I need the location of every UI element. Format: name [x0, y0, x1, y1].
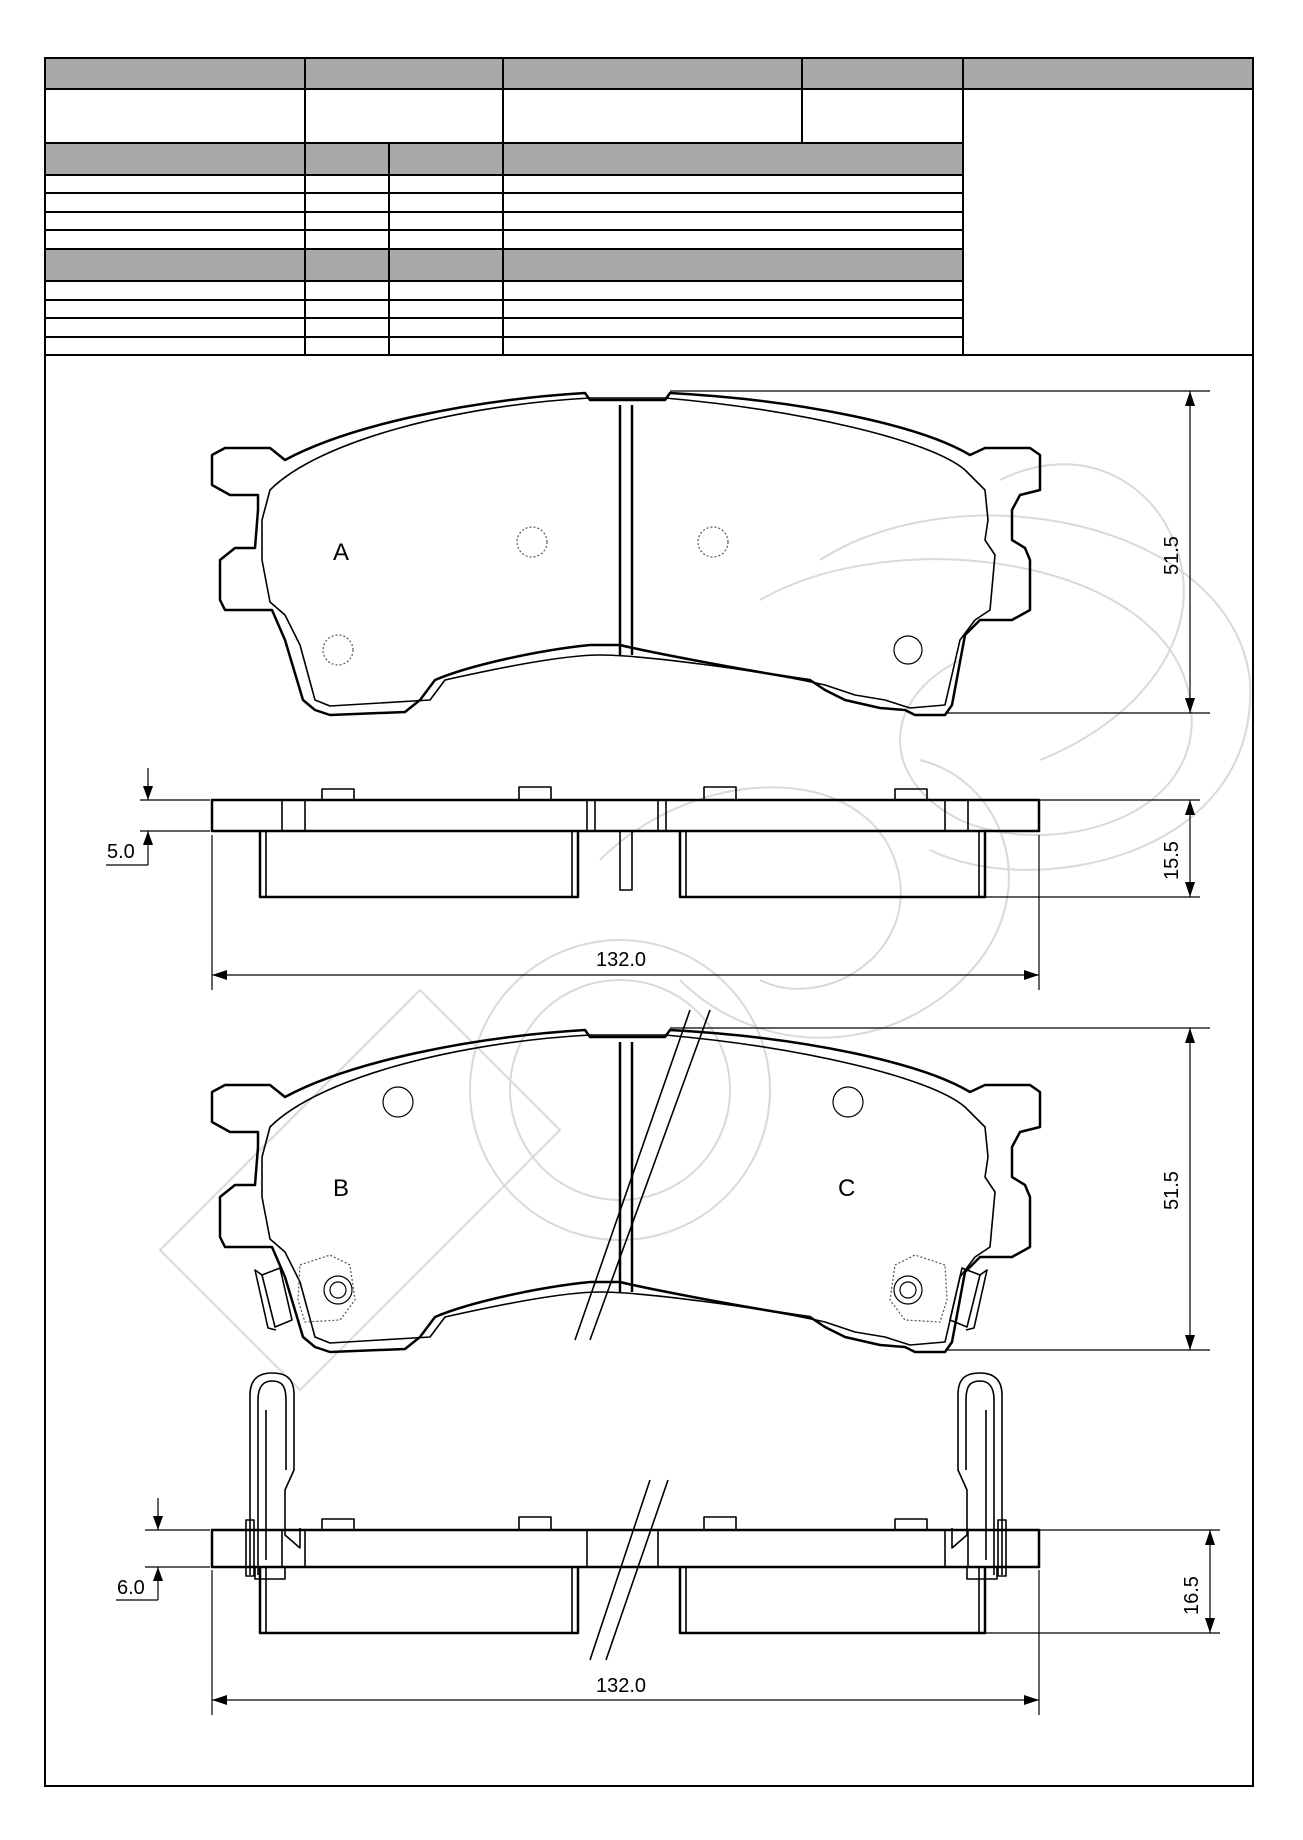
dimension-bottom-side-thickness — [985, 1530, 1220, 1633]
bottom-side-view — [212, 1373, 1039, 1660]
dimension-bottom-backplate — [116, 1498, 210, 1600]
dimension-top-side-thickness — [985, 800, 1200, 897]
dimension-top-backplate-text: 5.0 — [107, 841, 135, 863]
pad-c-label: C — [838, 1175, 856, 1202]
dimension-bottom-side-thickness-text: 16.5 — [1181, 1576, 1203, 1615]
dimension-bottom-backplate-text: 6.0 — [117, 1577, 145, 1599]
top-side-view — [212, 787, 1039, 897]
pad-bc-front-view — [212, 1010, 1040, 1352]
dimension-top-width-text: 132.0 — [596, 949, 647, 971]
dimension-bottom-width-text: 132.0 — [596, 1675, 647, 1697]
dimension-top-backplate — [106, 768, 210, 865]
dimension-top-width — [212, 835, 1039, 990]
pad-b-label: B — [333, 1175, 350, 1202]
dimension-bottom-height-text: 51.5 — [1161, 1171, 1183, 1210]
pad-a-label: A — [333, 539, 350, 566]
dimension-bottom-width — [212, 1570, 1039, 1715]
title-block — [45, 58, 1253, 355]
pad-a-front-view — [212, 393, 1040, 715]
dimension-top-height-text: 51.5 — [1161, 536, 1183, 575]
watermark-logo — [160, 464, 1250, 1390]
dimension-top-side-thickness-text: 15.5 — [1161, 841, 1183, 880]
